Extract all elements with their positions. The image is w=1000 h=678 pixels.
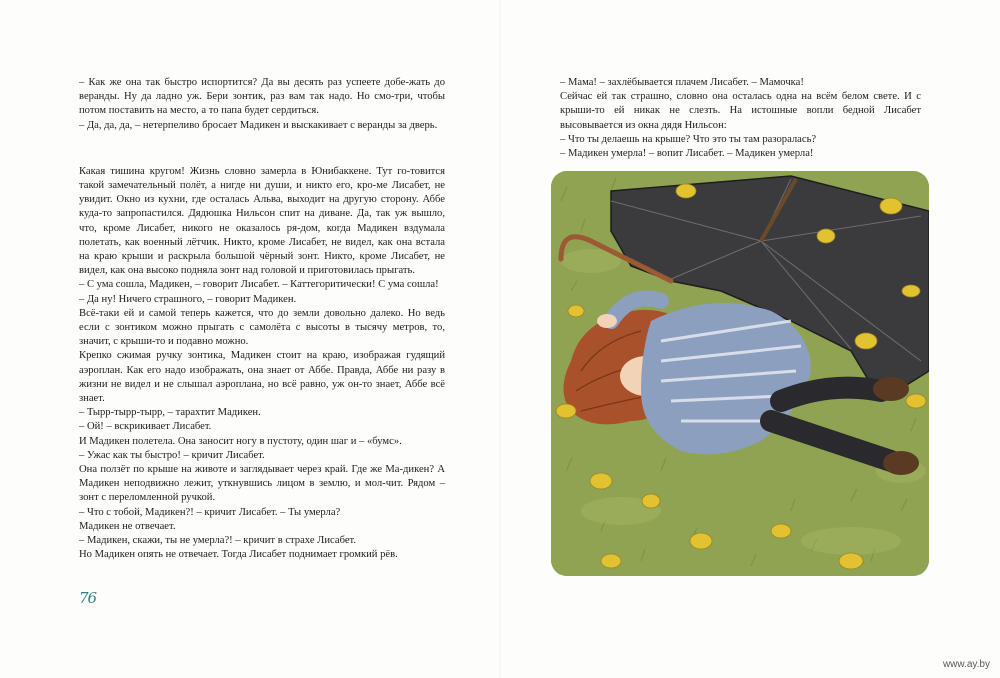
paragraph: – Мадикен, скажи, ты не умерла?! – кричит в страхе Лисабет. [79, 535, 357, 547]
paragraph: Мадикен не отвечает. [79, 520, 176, 532]
illustration-art [551, 171, 929, 576]
right-page-text [560, 76, 921, 161]
paragraph: – Что ты делаешь на крыше? Что это ты там разоралась? [560, 133, 817, 145]
paragraph: – Ужас как ты быстро! – кричит Лисабет. [79, 449, 265, 461]
paragraph: – Тырр-тырр-тырр, – тарахтит Мадикен. [79, 407, 261, 419]
paragraph: – Что с тобой, Мадикен?! – кричит Лисабет. – Ты умерла? [79, 506, 341, 518]
paragraph: – Ой! – вскрикивает Лисабет. [79, 421, 212, 433]
paragraph: – С ума сошла, Мадикен, – говорит Лисабет. – Каттегоритически! С ума сошла! [79, 279, 439, 291]
paragraph: – Мама! – захлёбывается плачем Лисабет. – Мамочка! [560, 77, 804, 88]
paragraph: Она ползёт по крыше на животе и заглядывает через край. Где же Ма-дикен? А Мадикен неподвижно лежит, уткнувшись лицом в землю, и мол-чит. Рядом – зонт с переломленной ручкой. [79, 464, 445, 504]
paragraph: – Как же она так быстро испортится? Да вы десять раз успеете добе-жать до веранды. Ну да ладно уж. Бери зонтик, раз вам так надо. Но смо-три, чтобы потом поставить на место, а то папа будет сердиться. [79, 77, 445, 117]
paragraph: – Да ну! Ничего страшного, – говорит Мадикен. [79, 293, 297, 305]
paragraph: – Мадикен умерла! – вопит Лисабет. – Мадикен умерла! [560, 148, 814, 160]
girl-boot [873, 377, 909, 401]
paragraph: Сейчас ей так страшно, словно она осталась одна на всём белом свете. И с крыши-то ей никак не слезть. На истошные вопли бедной Лисабет высовывается из окна дядя Нильсон: [560, 91, 921, 131]
paragraph: – Да, да, да, – нетерпеливо бросает Мадикен и выскакивает с веранды за дверь. [79, 119, 438, 131]
paragraph: Какая тишина кругом! Жизнь словно замерла в Юнибаккене. Тут го-товится такой замечательный полёт, а нигде ни души, и никто его, кро-ме Лисабет, не увидит. Окно из кухни, где осталась Альва, выходит на другую сторону. Аббе куда-то запропастился. Дядюшка Нильсон спит на диване. Да, так уж вышло, что, кроме Лисабет, никого не оказалось ря-дом, когда Мадикен вздумала полетать, как военный лётчик. Никто, кроме Лисабет, не видел, как она встала на краю крыши и раскрыла большой чёрный зонт. Никто, кроме Лисабет, не видел, как она высоко подняла зонт над головой и приготовилась прыгать. [79, 165, 445, 277]
page-number: 76 [79, 589, 97, 607]
watermark: www.ay.by [942, 659, 990, 670]
girl-hand [597, 314, 617, 328]
paragraph: Всё-таки ей и самой теперь кажется, что до земли довольно далеко. Но ведь если с зонтиком можно прыгать с самолёта с высоты в тысячу метров, то, значит, с крыши-то и подавно можно. [79, 307, 445, 348]
book-gutter [499, 0, 501, 678]
paragraph: Но Мадикен опять не отвечает. Тогда Лисабет поднимает громкий рёв. [79, 549, 398, 561]
paragraph: И Мадикен полетела. Она заносит ногу в пустоту, один шаг и – «бумс». [79, 435, 402, 447]
girl-boot [883, 451, 919, 475]
left-page-text [79, 76, 445, 563]
illustration [551, 171, 929, 576]
paragraph: Крепко сжимая ручку зонтика, Мадикен стоит на краю, изображая гудящий аэроплан. Как его надо изображать, она знает от Аббе. Правда, Аббе ни разу в жизни не видел и не слышал аэроплана, но всё равно, уж он-то знает, Аббе всё знает. [79, 350, 445, 405]
